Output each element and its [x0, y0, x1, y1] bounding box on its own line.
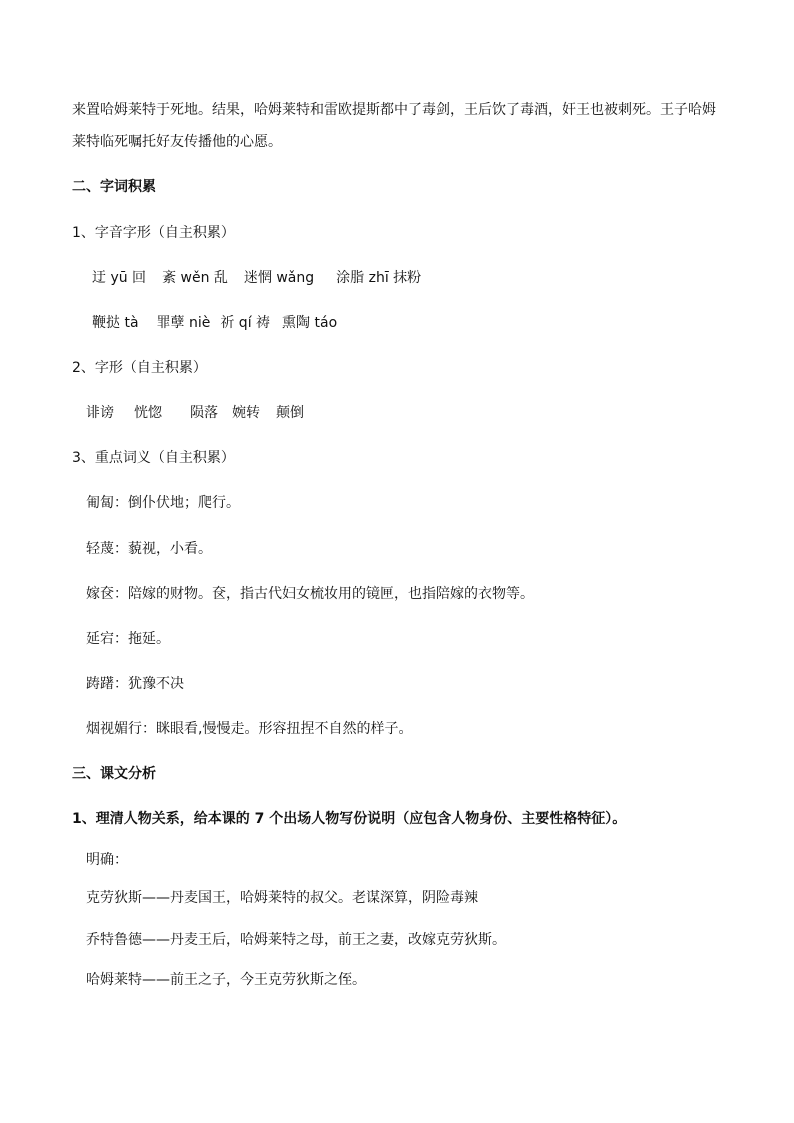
character-description: 克劳狄斯——丹麦国王，哈姆莱特的叔父。老谋深算，阴险毒辣: [86, 890, 478, 906]
meaning-item: 烟视媚行：眯眼看,慢慢走。形容扭捏不自然的样子。: [86, 721, 413, 737]
meaning-item: 踌躇：犹豫不决: [86, 676, 184, 692]
subheading-key-meanings: 3、重点词义（自主积累）: [72, 450, 235, 466]
word-forms-row: [86, 403, 304, 423]
pronunciation-row-1: [92, 268, 421, 288]
word-item: 涂脂 zhī 抹粉: [336, 270, 422, 286]
pronunciation-row-2: [92, 313, 337, 333]
meaning-item: 延宕：拖延。: [86, 631, 170, 647]
character-description: 乔特鲁德——丹麦王后，哈姆莱特之母，前王之妻，改嫁克劳狄斯。: [86, 932, 506, 948]
intro-line-1: 来置哈姆莱特于死地。结果，哈姆莱特和雷欧提斯都中了毒剑，王后饮了毒酒，奸王也被刺死。王子哈姆: [72, 102, 716, 118]
question-1: 1、理清人物关系，给本课的 7 个出场人物写份说明（应包含人物身份、主要性格特征）。: [72, 811, 627, 827]
word-item: 鞭挞 tà: [92, 315, 139, 331]
word-item: 迷惘 wǎng: [243, 270, 315, 286]
word-item: 迂 yū 回: [92, 270, 147, 286]
meaning-item: 匍匐：倒仆伏地；爬行。: [86, 495, 240, 511]
section-heading-vocabulary: 二、字词积累: [72, 179, 156, 195]
word-item: 熏陶 táo: [282, 315, 338, 331]
word-item: 罪孽 niè: [156, 315, 211, 331]
meaning-item: 轻蔑：藐视，小看。: [86, 541, 212, 557]
subheading-pronunciation: 1、字音字形（自主积累）: [72, 225, 235, 241]
word-item: 颠倒: [276, 405, 304, 421]
section-heading-analysis: 三、课文分析: [72, 766, 156, 782]
word-item: 婉转: [232, 405, 260, 421]
word-item: 陨落: [190, 405, 218, 421]
meaning-item: 嫁奁：陪嫁的财物。奁，指古代妇女梳妆用的镜匣，也指陪嫁的衣物等。: [86, 586, 534, 602]
intro-line-2: 莱特临死嘱托好友传播他的心愿。: [72, 134, 282, 150]
word-item: 紊 wěn 乱: [162, 270, 228, 286]
word-item: 恍惚: [134, 405, 162, 421]
subheading-word-forms: 2、字形（自主积累）: [72, 360, 207, 376]
word-item: 诽谤: [86, 405, 114, 421]
word-item: 祈 qí 祷: [220, 315, 271, 331]
character-description: 哈姆莱特——前王之子，今王克劳狄斯之侄。: [86, 972, 366, 988]
answer-label: 明确：: [86, 852, 128, 868]
